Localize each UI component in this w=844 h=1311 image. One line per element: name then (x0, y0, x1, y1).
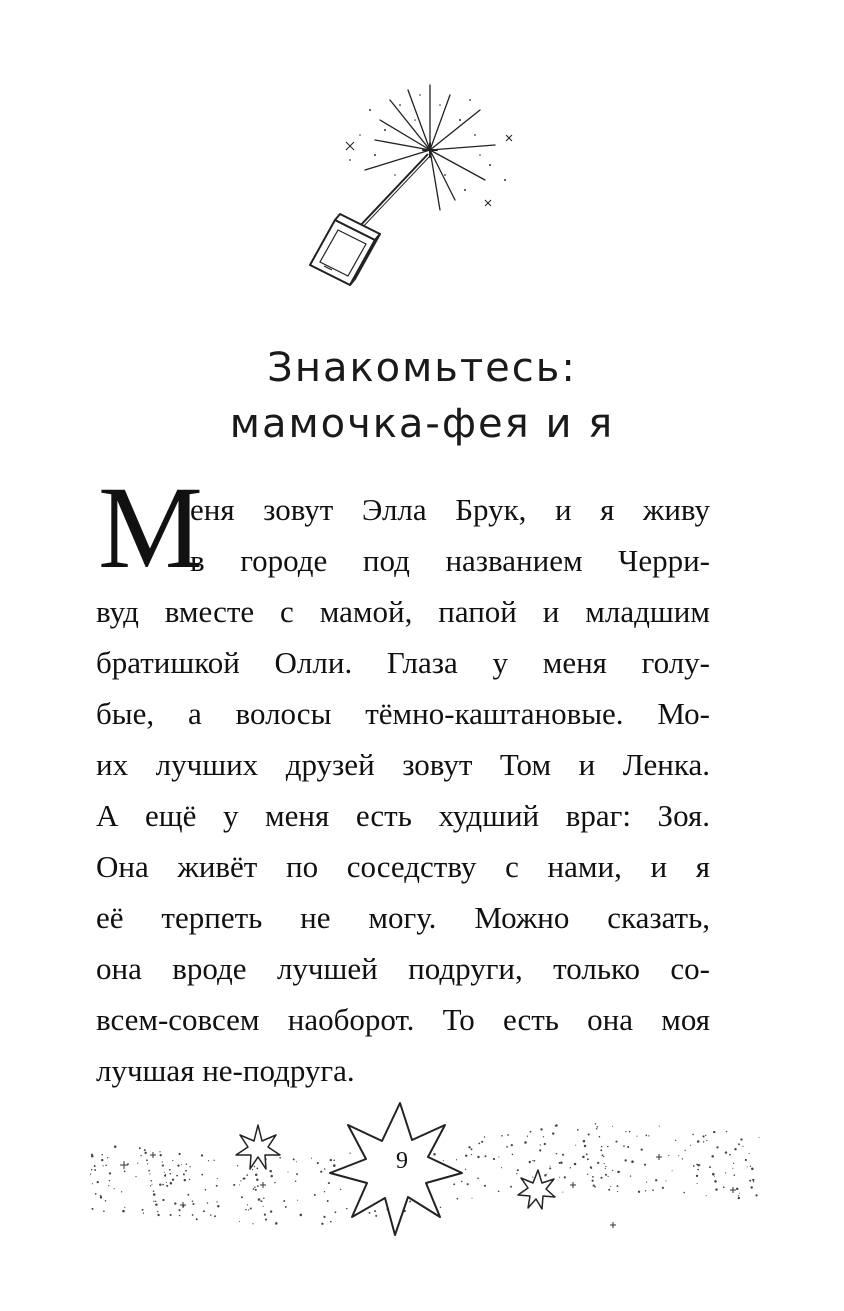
chapter-title-line-2: мамочка-фея и я (229, 401, 615, 447)
magic-wand-sparkle-icon (280, 80, 540, 300)
star-sparkles-icon (90, 1095, 760, 1245)
text-line: бые, а волосы тёмно-каштановые. Мо- (96, 696, 710, 731)
text-line: всем-совсем наоборот. То есть она моя (96, 1002, 710, 1037)
text-line: её терпеть не могу. Можно сказать, (96, 900, 710, 935)
body-paragraph (96, 484, 710, 1096)
text-line: братишкой Олли. Глаза у меня голу- (96, 645, 710, 680)
page-number: 9 (396, 1148, 408, 1174)
chapter-title (0, 340, 844, 452)
text-line: лучшая не-подруга. (96, 1053, 355, 1088)
text-line: еня зовут Элла Брук, и я живу (190, 492, 710, 527)
text-line: их лучших друзей зовут Том и Ленка. (96, 747, 710, 782)
drop-cap-letter: М (98, 462, 203, 593)
text-line: она вроде лучшей подруги, только со- (96, 951, 710, 986)
text-line: вуд вместе с мамой, папой и младшим (96, 594, 710, 629)
text-line: в городе под названием Черри- (190, 543, 710, 578)
text-line: Она живёт по соседству с нами, и я (96, 849, 710, 884)
chapter-title-line-1: Знакомьтесь: (267, 345, 577, 391)
text-line: А ещё у меня есть худший враг: Зоя. (96, 798, 710, 833)
